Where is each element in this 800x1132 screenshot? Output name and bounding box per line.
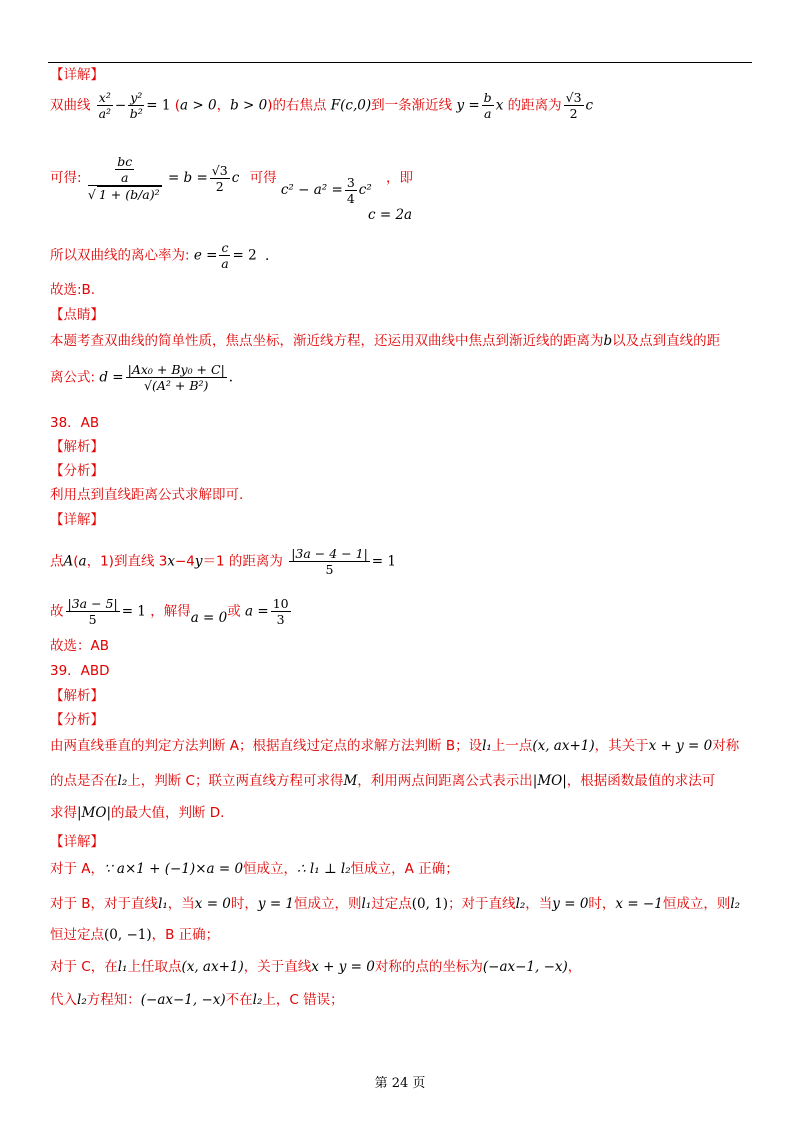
q39-option-b-line2: 恒过定点(0, −1)，B 正确； xyxy=(50,927,220,943)
q39-option-c-line1: 对于 C，在l₁上任取点(x, ax+1)，关于直线x + y = 0对称的点的坐标为(−ax−1, −x)， xyxy=(50,959,582,975)
formula-y2-b2: $\frac{\text{y²}}{\text{b²}}$ xyxy=(129,90,143,121)
q39-analysis-heading: 【解析】 xyxy=(50,688,104,704)
q39-option-c-line2: 代入l₂方程知：(−ax−1, −x)不在l₂上，C 错误； xyxy=(50,992,344,1008)
formula-x2-a2: $\frac{\text{x²}}{\text{a²}}$ xyxy=(98,90,112,121)
q38-analysis-heading: 【解析】 xyxy=(50,439,104,455)
answer-b: 故选:B. xyxy=(50,282,96,298)
q39-fenxi-line3: 求得|MO|的最大值，判断 D. xyxy=(50,805,225,821)
section-detail-heading: 【详解】 xyxy=(50,67,104,83)
q39-fenxi-line1: 由两直线垂直的判定方法判断 A；根据直线过定点的求解方法判断 B；设l₁上一点(x, ax+1)，其关于x + y = 0对称 xyxy=(50,738,740,754)
q39-option-b-line1: 对于 B，对于直线l₁，当x = 0时，y = 1恒成立，则l₁过定点(0, 1)；对于直线l₂，当y = 0时，x = −1恒成立，则l₂ xyxy=(50,896,741,912)
q38-choice: 故选：AB xyxy=(50,638,109,654)
q39-option-a: 对于 A，∵ a×1 + (−1)×a = 0恒成立，∴ l₁ ⊥ l₂恒成立，A 正确； xyxy=(50,861,459,877)
distance-formula-line: 离公式: d = $\frac{\text{|Ax₀ + By₀ + C|}}{\text{√(A² + B²)}}$ . xyxy=(50,362,234,393)
hyperbola-statement: 双曲线 $\frac{\text{x²}}{\text{a²}}$ − $\frac{\text{y²}}{\text{b²}}$ = 1 (a > 0，b > 0)的右焦点 F(c,0)到一条渐近线 y = $\frac{b}{a}$ x 的距离为 $\frac{√3}{2}$ c xyxy=(50,90,594,121)
q39-answer: 39．ABD xyxy=(50,663,110,679)
page-number: 第 24 页 xyxy=(374,1076,426,1091)
q39-fenxi-line2: 的点是否在l₂上，判断 C；联立两直线方程可求得M，利用两点间距离公式表示出|MO|，根据函数最值的求法可 xyxy=(50,773,716,789)
q39-detail-heading: 【详解】 xyxy=(50,834,104,850)
q39-fenxi-heading: 【分析】 xyxy=(50,712,104,728)
q38-detail-heading: 【详解】 xyxy=(50,512,104,528)
eccentricity-line: 所以双曲线的离心率为: e = $\frac{c}{a}$ = 2 . xyxy=(50,240,270,271)
comment-text: 本题考查双曲线的简单性质，焦点坐标，渐近线方程，还运用双曲线中焦点到渐近线的距离为b以及点到直线的距 xyxy=(50,333,721,349)
q38-solve-line: 故 $\frac{|3a - 5|}{5}$ = 1 ，解得a = 0或 a = $\frac{10}{3}$ xyxy=(50,596,289,627)
q38-answer: 38．AB xyxy=(50,415,100,431)
result-c-2a: c = 2a xyxy=(368,207,413,223)
q38-fenxi-heading: 【分析】 xyxy=(50,463,104,479)
comment-heading: 【点睛】 xyxy=(50,307,104,323)
distance-fraction: $\frac{\frac{bc}{a}}{\text{√ 1 + (b/a)²}}$ xyxy=(87,154,160,202)
q38-distance-line: 点A(a，1)到直线 3x−4y＝1 的距离为 $\frac{|3a - 4 - 1|}{5}$ = 1 xyxy=(50,546,396,577)
distance-derivation: 可得: $\frac{\frac{bc}{a}}{\text{√ 1 + (b/a)²}}$ = b = $\frac{√3}{2}$ c 可得 c² − a² = $\frac{3}{4}$ c² ，即 xyxy=(50,154,414,206)
header-rule xyxy=(48,62,752,63)
q38-fenxi-text: 利用点到直线距离公式求解即可. xyxy=(50,487,244,503)
